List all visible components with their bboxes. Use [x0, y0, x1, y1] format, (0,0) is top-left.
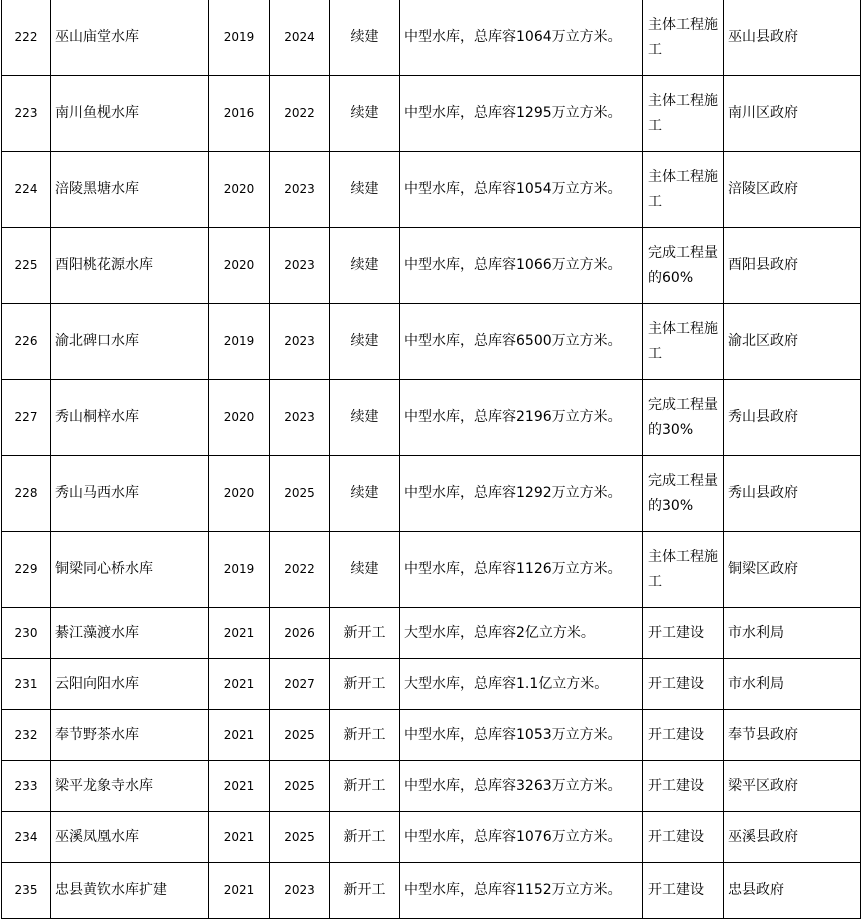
table-row [2, 456, 861, 532]
row-number-cell: 227 [2, 380, 51, 456]
construction-scale-cell: 中型水库，总库容1064万立方米。 [400, 0, 643, 76]
start-year-cell: 2021 [209, 659, 270, 710]
row-number-cell: 229 [2, 532, 51, 608]
construction-type-cell: 新开工 [330, 863, 400, 919]
table-row [2, 228, 861, 304]
project-name-cell: 铜梁同心桥水库 [51, 532, 209, 608]
row-number-cell: 226 [2, 304, 51, 380]
construction-scale-cell: 中型水库，总库容1292万立方米。 [400, 456, 643, 532]
responsible-unit-cell: 南川区政府 [724, 76, 861, 152]
start-year-cell: 2021 [209, 863, 270, 919]
end-year-cell: 2022 [270, 76, 330, 152]
construction-type-cell: 新开工 [330, 761, 400, 812]
annual-progress-cell: 完成工程量的30% [643, 456, 724, 532]
construction-type-cell: 续建 [330, 152, 400, 228]
construction-scale-cell: 大型水库，总库容2亿立方米。 [400, 608, 643, 659]
end-year-cell: 2025 [270, 456, 330, 532]
table-row [2, 76, 861, 152]
start-year-cell: 2021 [209, 608, 270, 659]
end-year-cell: 2025 [270, 761, 330, 812]
table-row [2, 761, 861, 812]
project-name-cell: 巫溪凤凰水库 [51, 812, 209, 863]
construction-type-cell: 新开工 [330, 710, 400, 761]
end-year-cell: 2024 [270, 0, 330, 76]
row-number-cell: 231 [2, 659, 51, 710]
responsible-unit-cell: 巫溪县政府 [724, 812, 861, 863]
end-year-cell: 2023 [270, 152, 330, 228]
end-year-cell: 2023 [270, 863, 330, 919]
responsible-unit-cell: 秀山县政府 [724, 456, 861, 532]
construction-scale-cell: 中型水库，总库容1066万立方米。 [400, 228, 643, 304]
table-row [2, 608, 861, 659]
reservoir-project-table [1, 0, 861, 919]
end-year-cell: 2023 [270, 304, 330, 380]
annual-progress-cell: 完成工程量的30% [643, 380, 724, 456]
start-year-cell: 2020 [209, 152, 270, 228]
annual-progress-cell: 开工建设 [643, 863, 724, 919]
project-name-cell: 涪陵黑塘水库 [51, 152, 209, 228]
table-row [2, 863, 861, 919]
row-number-cell: 228 [2, 456, 51, 532]
row-number-cell: 233 [2, 761, 51, 812]
project-name-cell: 秀山桐梓水库 [51, 380, 209, 456]
construction-scale-cell: 大型水库，总库容1.1亿立方米。 [400, 659, 643, 710]
annual-progress-cell: 主体工程施工 [643, 532, 724, 608]
project-name-cell: 綦江藻渡水库 [51, 608, 209, 659]
start-year-cell: 2019 [209, 304, 270, 380]
project-name-cell: 云阳向阳水库 [51, 659, 209, 710]
construction-type-cell: 新开工 [330, 812, 400, 863]
start-year-cell: 2016 [209, 76, 270, 152]
responsible-unit-cell: 奉节县政府 [724, 710, 861, 761]
construction-type-cell: 续建 [330, 380, 400, 456]
construction-scale-cell: 中型水库，总库容1152万立方米。 [400, 863, 643, 919]
start-year-cell: 2019 [209, 532, 270, 608]
responsible-unit-cell: 秀山县政府 [724, 380, 861, 456]
responsible-unit-cell: 市水利局 [724, 659, 861, 710]
construction-scale-cell: 中型水库，总库容1126万立方米。 [400, 532, 643, 608]
annual-progress-cell: 开工建设 [643, 761, 724, 812]
project-name-cell: 酉阳桃花源水库 [51, 228, 209, 304]
table-row [2, 532, 861, 608]
responsible-unit-cell: 渝北区政府 [724, 304, 861, 380]
project-name-cell: 奉节野茶水库 [51, 710, 209, 761]
project-name-cell: 忠县黄钦水库扩建 [51, 863, 209, 919]
project-name-cell: 秀山马西水库 [51, 456, 209, 532]
construction-type-cell: 新开工 [330, 659, 400, 710]
construction-scale-cell: 中型水库，总库容1054万立方米。 [400, 152, 643, 228]
annual-progress-cell: 开工建设 [643, 659, 724, 710]
table-row [2, 0, 861, 76]
row-number-cell: 222 [2, 0, 51, 76]
start-year-cell: 2020 [209, 228, 270, 304]
start-year-cell: 2020 [209, 456, 270, 532]
start-year-cell: 2021 [209, 710, 270, 761]
project-name-cell: 南川鱼枧水库 [51, 76, 209, 152]
row-number-cell: 230 [2, 608, 51, 659]
construction-type-cell: 新开工 [330, 608, 400, 659]
start-year-cell: 2021 [209, 761, 270, 812]
construction-type-cell: 续建 [330, 532, 400, 608]
responsible-unit-cell: 酉阳县政府 [724, 228, 861, 304]
construction-scale-cell: 中型水库，总库容6500万立方米。 [400, 304, 643, 380]
responsible-unit-cell: 市水利局 [724, 608, 861, 659]
row-number-cell: 225 [2, 228, 51, 304]
start-year-cell: 2020 [209, 380, 270, 456]
end-year-cell: 2026 [270, 608, 330, 659]
project-name-cell: 巫山庙堂水库 [51, 0, 209, 76]
annual-progress-cell: 开工建设 [643, 812, 724, 863]
responsible-unit-cell: 忠县政府 [724, 863, 861, 919]
annual-progress-cell: 开工建设 [643, 608, 724, 659]
table-body [2, 0, 861, 919]
responsible-unit-cell: 梁平区政府 [724, 761, 861, 812]
construction-scale-cell: 中型水库，总库容1053万立方米。 [400, 710, 643, 761]
table-row [2, 659, 861, 710]
annual-progress-cell: 主体工程施工 [643, 0, 724, 76]
annual-progress-cell: 完成工程量的60% [643, 228, 724, 304]
start-year-cell: 2021 [209, 812, 270, 863]
start-year-cell: 2019 [209, 0, 270, 76]
row-number-cell: 232 [2, 710, 51, 761]
annual-progress-cell: 开工建设 [643, 710, 724, 761]
annual-progress-cell: 主体工程施工 [643, 152, 724, 228]
construction-scale-cell: 中型水库，总库容2196万立方米。 [400, 380, 643, 456]
table-row [2, 380, 861, 456]
row-number-cell: 234 [2, 812, 51, 863]
annual-progress-cell: 主体工程施工 [643, 76, 724, 152]
table-row [2, 812, 861, 863]
construction-type-cell: 续建 [330, 0, 400, 76]
responsible-unit-cell: 涪陵区政府 [724, 152, 861, 228]
table-row [2, 304, 861, 380]
end-year-cell: 2027 [270, 659, 330, 710]
construction-type-cell: 续建 [330, 228, 400, 304]
annual-progress-cell: 主体工程施工 [643, 304, 724, 380]
construction-type-cell: 续建 [330, 304, 400, 380]
project-name-cell: 渝北碑口水库 [51, 304, 209, 380]
construction-scale-cell: 中型水库，总库容3263万立方米。 [400, 761, 643, 812]
end-year-cell: 2023 [270, 228, 330, 304]
construction-type-cell: 续建 [330, 456, 400, 532]
row-number-cell: 223 [2, 76, 51, 152]
construction-scale-cell: 中型水库，总库容1076万立方米。 [400, 812, 643, 863]
end-year-cell: 2025 [270, 812, 330, 863]
table-row [2, 152, 861, 228]
construction-type-cell: 续建 [330, 76, 400, 152]
end-year-cell: 2025 [270, 710, 330, 761]
row-number-cell: 235 [2, 863, 51, 919]
row-number-cell: 224 [2, 152, 51, 228]
end-year-cell: 2022 [270, 532, 330, 608]
responsible-unit-cell: 铜梁区政府 [724, 532, 861, 608]
responsible-unit-cell: 巫山县政府 [724, 0, 861, 76]
construction-scale-cell: 中型水库，总库容1295万立方米。 [400, 76, 643, 152]
table-row [2, 710, 861, 761]
project-name-cell: 梁平龙象寺水库 [51, 761, 209, 812]
end-year-cell: 2023 [270, 380, 330, 456]
